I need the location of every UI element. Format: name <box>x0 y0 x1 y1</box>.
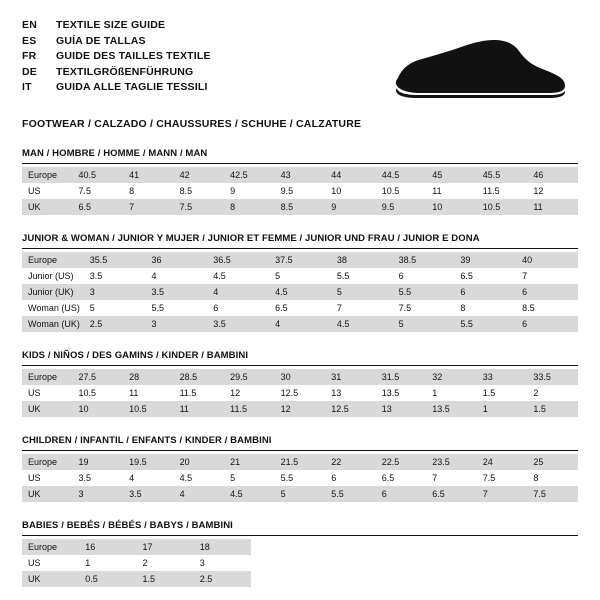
size-cell: 33 <box>477 369 528 385</box>
size-cell: 3.5 <box>73 470 124 486</box>
row-label: UK <box>22 199 73 215</box>
size-cell: 22 <box>325 454 376 470</box>
size-table-group <box>22 520 578 587</box>
size-cell: 3.5 <box>84 268 146 284</box>
size-cell: 1.5 <box>527 401 578 417</box>
size-cell: 36.5 <box>207 252 269 268</box>
size-cell: 3 <box>194 555 251 571</box>
size-cell: 24 <box>477 454 528 470</box>
size-cell: 8 <box>224 199 275 215</box>
size-cell: 46 <box>527 167 578 183</box>
size-cell: 2 <box>137 555 194 571</box>
size-cell: 8 <box>527 470 578 486</box>
size-cell: 5 <box>331 284 393 300</box>
size-cell: 39 <box>454 252 516 268</box>
size-cell: 5.5 <box>275 470 326 486</box>
size-cell: 3 <box>84 284 146 300</box>
size-cell: 5 <box>224 470 275 486</box>
row-label: US <box>22 183 73 199</box>
table-row <box>22 183 578 199</box>
size-cell: 5.5 <box>325 486 376 502</box>
row-label: US <box>22 555 79 571</box>
size-cell: 3.5 <box>207 316 269 332</box>
size-cell: 7 <box>331 300 393 316</box>
size-cell: 40.5 <box>73 167 124 183</box>
size-cell: 31 <box>325 369 376 385</box>
size-cell: 11.5 <box>224 401 275 417</box>
row-label: Europe <box>22 539 79 555</box>
table-row <box>22 300 578 316</box>
language-code: ES <box>22 34 37 47</box>
size-table-title: CHILDREN / INFANTIL / ENFANTS / KINDER / BAMBINI <box>22 435 578 451</box>
table-row <box>22 199 578 215</box>
size-cell: 25 <box>527 454 578 470</box>
size-cell: 13 <box>325 385 376 401</box>
size-cell: 12.5 <box>275 385 326 401</box>
size-cell: 6 <box>376 486 427 502</box>
size-cell: 45 <box>426 167 477 183</box>
row-label: Junior (US) <box>22 268 84 284</box>
row-label: Junior (UK) <box>22 284 84 300</box>
language-code: IT <box>22 81 32 93</box>
size-cell: 8.5 <box>516 300 578 316</box>
size-cell: 0.5 <box>79 571 136 587</box>
table-row <box>22 486 578 502</box>
size-cell: 19 <box>73 454 124 470</box>
size-cell: 27.5 <box>73 369 124 385</box>
size-cell: 3.5 <box>146 284 208 300</box>
size-table-title: KIDS / NIÑOS / DES GAMINS / KINDER / BAMBINI <box>22 350 578 366</box>
size-cell: 7.5 <box>73 183 124 199</box>
size-cell: 6 <box>325 470 376 486</box>
size-cell: 1.5 <box>137 571 194 587</box>
size-cell: 28.5 <box>174 369 225 385</box>
size-cell: 8 <box>454 300 516 316</box>
size-cell: 21.5 <box>275 454 326 470</box>
language-title-row <box>22 18 211 34</box>
size-cell: 6.5 <box>426 486 477 502</box>
size-cell: 38 <box>331 252 393 268</box>
size-cell: 10.5 <box>376 183 427 199</box>
size-tables-container <box>22 148 578 587</box>
size-cell: 5.5 <box>146 300 208 316</box>
size-cell: 10.5 <box>123 401 174 417</box>
size-cell: 8 <box>123 183 174 199</box>
language-title-row <box>22 49 211 65</box>
size-cell: 6 <box>454 284 516 300</box>
table-row <box>22 385 578 401</box>
size-cell: 13.5 <box>426 401 477 417</box>
row-label: US <box>22 385 73 401</box>
size-table <box>22 164 578 215</box>
size-cell: 5 <box>269 268 331 284</box>
table-row <box>22 284 578 300</box>
row-label: Europe <box>22 167 73 183</box>
size-table-group <box>22 435 578 502</box>
size-cell: 7.5 <box>527 486 578 502</box>
size-cell: 4.5 <box>174 470 225 486</box>
size-table-title: MAN / HOMBRE / HOMME / MANN / MAN <box>22 148 578 164</box>
size-cell: 40 <box>516 252 578 268</box>
size-cell: 44.5 <box>376 167 427 183</box>
size-cell: 11 <box>426 183 477 199</box>
size-table-title: JUNIOR & WOMAN / JUNIOR Y MUJER / JUNIOR ET FEMME / JUNIOR UND FRAU / JUNIOR E DONA <box>22 233 578 249</box>
footwear-section-title: FOOTWEAR / CALZADO / CHAUSSURES / SCHUHE / CALZATURE <box>22 118 362 130</box>
table-row <box>22 401 578 417</box>
size-cell: 4 <box>269 316 331 332</box>
table-row <box>22 539 251 555</box>
dress-shoe-icon <box>380 32 570 102</box>
size-cell: 2.5 <box>84 316 146 332</box>
size-cell: 37.5 <box>269 252 331 268</box>
size-cell: 4 <box>207 284 269 300</box>
size-cell: 10 <box>325 183 376 199</box>
size-cell: 2 <box>527 385 578 401</box>
size-cell: 43 <box>275 167 326 183</box>
size-cell: 8.5 <box>174 183 225 199</box>
size-table-title: BABIES / BEBÉS / BÉBÉS / BABYS / BAMBINI <box>22 520 578 536</box>
size-cell: 18 <box>194 539 251 555</box>
size-cell: 9 <box>325 199 376 215</box>
size-cell: 3 <box>146 316 208 332</box>
size-cell: 13.5 <box>376 385 427 401</box>
size-cell: 31.5 <box>376 369 427 385</box>
size-cell: 45.5 <box>477 167 528 183</box>
size-cell: 6 <box>516 316 578 332</box>
size-cell: 6.5 <box>73 199 124 215</box>
size-cell: 22.5 <box>376 454 427 470</box>
size-cell: 12.5 <box>325 401 376 417</box>
row-label: Woman (UK) <box>22 316 84 332</box>
size-cell: 1.5 <box>477 385 528 401</box>
size-cell: 12 <box>224 385 275 401</box>
document-header <box>22 18 578 102</box>
size-cell: 10.5 <box>73 385 124 401</box>
size-cell: 7.5 <box>393 300 455 316</box>
size-cell: 10.5 <box>477 199 528 215</box>
size-cell: 4.5 <box>269 284 331 300</box>
row-label: Woman (US) <box>22 300 84 316</box>
size-cell: 7 <box>477 486 528 502</box>
language-title-row <box>22 65 211 81</box>
language-title: TEXTILGRÖßENFÜHRUNG <box>56 65 194 78</box>
size-cell: 4.5 <box>207 268 269 284</box>
size-cell: 11 <box>527 199 578 215</box>
size-cell: 5.5 <box>454 316 516 332</box>
size-cell: 17 <box>137 539 194 555</box>
size-cell: 9.5 <box>275 183 326 199</box>
size-cell: 6 <box>516 284 578 300</box>
table-row <box>22 167 578 183</box>
size-table <box>22 249 578 332</box>
language-title-list <box>22 18 211 96</box>
language-code: DE <box>22 65 37 78</box>
row-label: UK <box>22 486 73 502</box>
size-cell: 28 <box>123 369 174 385</box>
size-cell: 29.5 <box>224 369 275 385</box>
size-cell: 11 <box>123 385 174 401</box>
size-cell: 2.5 <box>194 571 251 587</box>
size-cell: 4.5 <box>224 486 275 502</box>
size-cell: 5 <box>275 486 326 502</box>
size-cell: 7.5 <box>174 199 225 215</box>
size-cell: 1 <box>79 555 136 571</box>
size-cell: 6.5 <box>376 470 427 486</box>
language-title: TEXTILE SIZE GUIDE <box>56 19 166 31</box>
language-title: GUIDE DES TAILLES TEXTILE <box>56 50 211 62</box>
size-cell: 10 <box>426 199 477 215</box>
size-cell: 11 <box>174 401 225 417</box>
size-cell: 16 <box>79 539 136 555</box>
size-cell: 6 <box>207 300 269 316</box>
size-cell: 30 <box>275 369 326 385</box>
language-code: FR <box>22 50 37 62</box>
size-cell: 44 <box>325 167 376 183</box>
language-title: GUÍA DE TALLAS <box>56 34 146 47</box>
size-cell: 12 <box>275 401 326 417</box>
size-cell: 21 <box>224 454 275 470</box>
size-cell: 12 <box>527 183 578 199</box>
size-cell: 6.5 <box>269 300 331 316</box>
table-row <box>22 571 251 587</box>
size-cell: 6.5 <box>454 268 516 284</box>
language-title-row <box>22 80 211 96</box>
size-cell: 42.5 <box>224 167 275 183</box>
size-table-group <box>22 233 578 332</box>
size-table <box>22 536 251 587</box>
size-cell: 42 <box>174 167 225 183</box>
row-label: Europe <box>22 252 84 268</box>
size-cell: 41 <box>123 167 174 183</box>
size-cell: 5 <box>84 300 146 316</box>
table-row <box>22 369 578 385</box>
table-row <box>22 316 578 332</box>
size-table <box>22 366 578 417</box>
size-cell: 7 <box>426 470 477 486</box>
size-cell: 35.5 <box>84 252 146 268</box>
size-cell: 20 <box>174 454 225 470</box>
table-row <box>22 555 251 571</box>
size-table-group <box>22 350 578 417</box>
row-label: US <box>22 470 73 486</box>
size-cell: 3 <box>73 486 124 502</box>
size-cell: 7.5 <box>477 470 528 486</box>
size-cell: 3.5 <box>123 486 174 502</box>
size-cell: 5.5 <box>331 268 393 284</box>
language-code: EN <box>22 19 37 31</box>
size-cell: 4 <box>174 486 225 502</box>
size-cell: 7 <box>123 199 174 215</box>
size-cell: 32 <box>426 369 477 385</box>
size-cell: 19.5 <box>123 454 174 470</box>
size-table-group <box>22 148 578 215</box>
size-cell: 4.5 <box>331 316 393 332</box>
size-cell: 5 <box>393 316 455 332</box>
size-cell: 4 <box>123 470 174 486</box>
size-cell: 23.5 <box>426 454 477 470</box>
size-cell: 8.5 <box>275 199 326 215</box>
size-cell: 38.5 <box>393 252 455 268</box>
size-cell: 36 <box>146 252 208 268</box>
size-cell: 10 <box>73 401 124 417</box>
size-cell: 11.5 <box>477 183 528 199</box>
language-title: GUIDA ALLE TAGLIE TESSILI <box>56 81 208 93</box>
row-label: UK <box>22 571 79 587</box>
size-cell: 4 <box>146 268 208 284</box>
table-row <box>22 454 578 470</box>
size-cell: 9 <box>224 183 275 199</box>
size-cell: 7 <box>516 268 578 284</box>
row-label: Europe <box>22 369 73 385</box>
size-cell: 11.5 <box>174 385 225 401</box>
table-row <box>22 268 578 284</box>
size-cell: 1 <box>426 385 477 401</box>
row-label: UK <box>22 401 73 417</box>
size-cell: 33.5 <box>527 369 578 385</box>
language-title-row <box>22 34 211 50</box>
size-table <box>22 451 578 502</box>
table-row <box>22 470 578 486</box>
size-cell: 5.5 <box>393 284 455 300</box>
table-row <box>22 252 578 268</box>
size-cell: 1 <box>477 401 528 417</box>
size-cell: 13 <box>376 401 427 417</box>
size-cell: 9.5 <box>376 199 427 215</box>
size-cell: 6 <box>393 268 455 284</box>
row-label: Europe <box>22 454 73 470</box>
